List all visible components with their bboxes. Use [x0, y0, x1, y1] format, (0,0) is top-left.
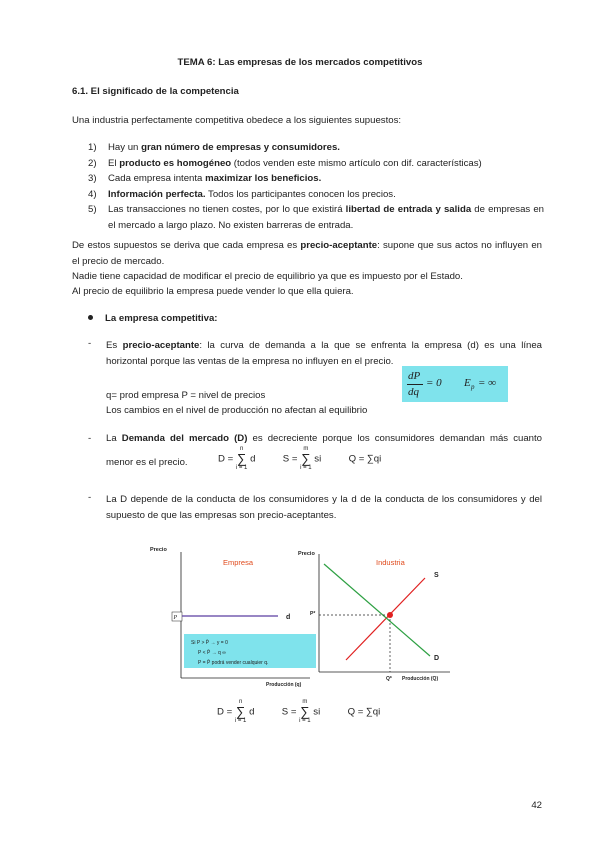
- market-diagram: [150, 538, 460, 688]
- firm-demand-label: d: [286, 614, 291, 621]
- empresa-title: Empresa: [223, 558, 254, 567]
- right-xlabel: Producción (Q): [402, 676, 439, 682]
- dash2-text: La Demanda del mercado (D) es decreciente porque los consumidores demandan más cuanto: [106, 433, 542, 444]
- equals-infinity: = ∞: [478, 377, 497, 389]
- dash1-text-line1: Es precio-aceptante: la curva de demanda a la que se enfrenta la empresa (d) es una línea horizontal porque las ventas de la empresa no influyen en el precio.: [106, 340, 542, 367]
- elasticity-subscript: p: [471, 383, 475, 391]
- equals-zero: = 0: [426, 377, 442, 389]
- bullet-empresa-competitiva: La empresa competitiva:: [88, 313, 218, 324]
- page-title: TEMA 6: Las empresas de los mercados competitivos: [177, 57, 423, 68]
- fraction-numerator: dP: [408, 370, 421, 382]
- qstar-label: Q*: [386, 676, 392, 682]
- dash3-text: La D depende de la conducta de los consumidores y la d de la conducta de los consumidores y del supuesto de que las empresas son precio-aceptantes.: [106, 494, 542, 521]
- elasticity-equation-box: [402, 366, 508, 402]
- industria-title: Industria: [376, 558, 405, 567]
- equilibrium-point: [387, 612, 393, 618]
- paragraph-precio-aceptante: De estos supuestos se deriva que cada empresa es precio-aceptante: supone que sus actos no influyen en el precio de mercado.: [72, 240, 543, 267]
- condition-line-2: P < P̄ → q ∞: [198, 650, 226, 656]
- section-heading: 6.1. El significado de la competencia: [72, 86, 239, 97]
- fraction-denominator: dq: [408, 386, 419, 398]
- paragraph-estado: Nadie tiene capacidad de modificar el precio de equilibrio ya que es impuesto por el Estado.: [72, 271, 463, 282]
- list-item: 3) Cada empresa intenta maximizar los beneficios.: [88, 173, 322, 185]
- dash2-line2: menor es el precio.: [106, 457, 188, 468]
- dash-marker: -: [88, 433, 92, 444]
- dash1-equilibrio: Los cambios en el nivel de producción no afectan al equilibrio: [106, 405, 368, 416]
- demand-curve-D: [324, 564, 430, 656]
- paragraph-equilibrio: Al precio de equilibrio la empresa puede vender lo que ella quiera.: [72, 286, 354, 297]
- formula-row-1: D = n ∑ i = 1 d S = m ∑ i = 1 si Q = ∑qi: [218, 446, 382, 471]
- dash-marker: -: [88, 338, 92, 349]
- dash1-variables: q= prod empresa P = nivel de precios: [106, 390, 266, 401]
- page-number: 42: [531, 800, 542, 811]
- dash-marker: -: [88, 492, 92, 503]
- left-ylabel: Precio: [150, 547, 167, 553]
- price-label: P: [173, 615, 178, 621]
- assumptions-list: [88, 140, 544, 234]
- fraction-bar: [407, 384, 423, 385]
- intro-text: Una industria perfectamente competitiva obedece a los siguientes supuestos:: [72, 115, 402, 126]
- supply-curve-S: [346, 578, 425, 660]
- list-item: 5) Las transacciones no tienen costes, por lo que existirá libertad de entrada y salida de empresas en el mercado a largo plazo. No existen barreras de entrada.: [88, 204, 544, 231]
- supply-label: S: [434, 572, 439, 579]
- elasticity-symbol: E: [464, 377, 471, 389]
- left-xlabel: Producción (q): [266, 682, 302, 688]
- right-ylabel: Precio: [298, 551, 315, 557]
- formula-row-2: D = n ∑ i = 1 d S = m ∑ i = 1 si Q = ∑qi: [217, 699, 381, 724]
- list-item: 2) El producto es homogéneo (todos venden este mismo artículo con dif. características): [88, 157, 482, 169]
- demand-label: D: [434, 655, 440, 662]
- list-item: 4) Información perfecta. Todos los participantes conocen los precios.: [88, 188, 396, 200]
- condition-line-3: P = P̄ podrá vender cualquier q.: [198, 660, 269, 666]
- bullet-dot: [88, 315, 93, 320]
- condition-line-1: Si P > P̄ → y = 0: [191, 640, 228, 646]
- pstar-label: P*: [310, 611, 316, 617]
- list-item: 1) Hay un gran número de empresas y consumidores.: [88, 142, 340, 153]
